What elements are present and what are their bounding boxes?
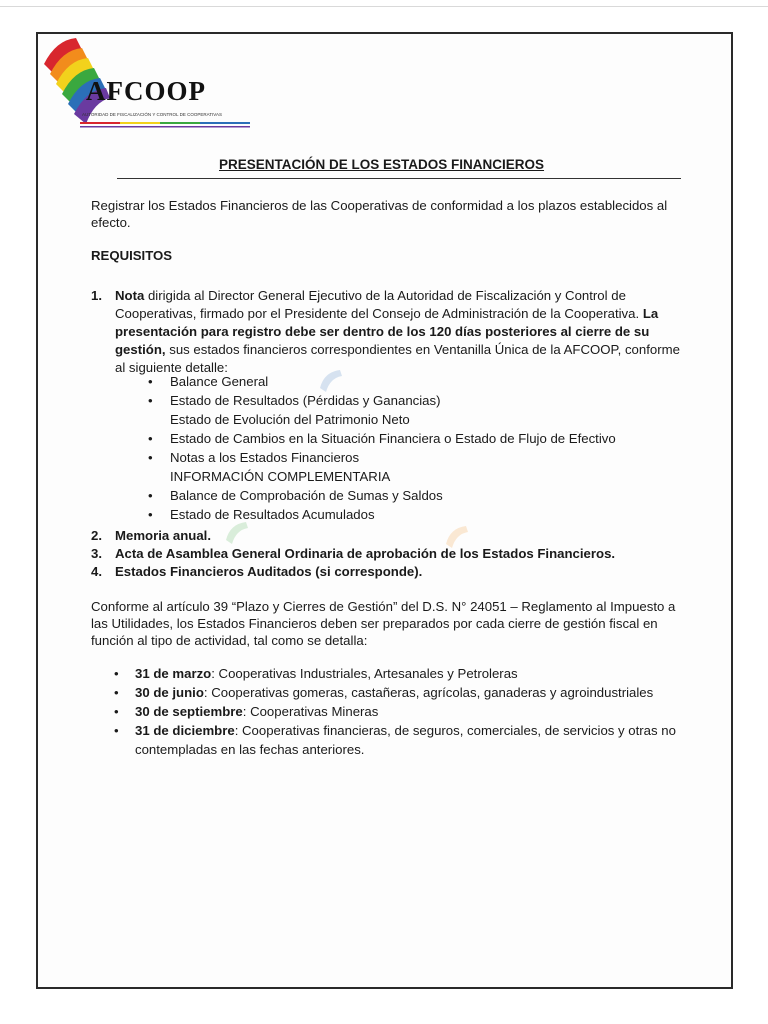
list-item: • Balance General xyxy=(148,374,269,389)
item-rest: sus estados financieros correspondientes en Ventanilla Única de la AFCOOP, conforme al siguiente detalle: xyxy=(115,342,680,375)
brand-tagline: AUTORIDAD DE FISCALIZACIÓN Y CONTROL DE COOPERATIVAS xyxy=(82,112,222,117)
watermark-logo-icon xyxy=(224,520,250,546)
item-bold-sentence: La presentación para registro debe ser dentro de los 120 días posteriores al cierre de su gestión, xyxy=(115,306,659,357)
item-number: 1. xyxy=(91,288,102,303)
numbered-requirements xyxy=(91,527,615,581)
list-item: • Estado de Resultados Acumulados xyxy=(148,507,375,522)
title-rule xyxy=(117,178,681,179)
list-item: 2. Memoria anual. xyxy=(91,528,212,543)
document-title: PRESENTACIÓN DE LOS ESTADOS FINANCIEROS xyxy=(219,157,545,172)
item-text: dirigida al Director General Ejecutivo de la Autoridad de Fiscalización y Control de Cooperativas, firmado por el Presidente del Consejo de Administración de la Cooperativa. xyxy=(115,288,640,321)
list-item: • Estado de Cambios en la Situación Financiera o Estado de Flujo de Efectivo xyxy=(148,431,616,446)
closing-dates-list xyxy=(114,664,694,759)
brand-name: AFCOOP xyxy=(86,76,206,106)
financial-statements-list xyxy=(148,372,616,524)
list-item: INFORMACIÓN COMPLEMENTARIA xyxy=(170,469,391,484)
list-item: • Balance de Comprobación de Sumas y Saldos xyxy=(148,488,443,503)
list-item: 3. Acta de Asamblea General Ordinaria de aprobación de los Estados Financieros. xyxy=(91,546,616,561)
afcoop-logo xyxy=(42,36,262,131)
list-item: • 31 de diciembre: Cooperativas financieras, de seguros, comerciales, de servicios y otras no contempladas en las fechas anteriores. xyxy=(114,723,676,757)
regulation-paragraph: Conforme al artículo 39 “Plazo y Cierres de Gestión” del D.S. N° 24051 – Reglamento al Impuesto a las Utilidades, los Estados Financieros deben ser preparados por cada cierre de gestión fiscal en función al tipo de actividad, tal como se detalla: xyxy=(91,599,676,648)
requirement-item-1 xyxy=(91,287,691,377)
watermark-logo-icon xyxy=(318,368,344,394)
list-item: Estado de Evolución del Patrimonio Neto xyxy=(170,412,410,427)
item-lead: Nota xyxy=(115,288,145,303)
list-item: • 31 de marzo: Cooperativas Industriales, Artesanales y Petroleras xyxy=(114,666,518,681)
list-item: • 30 de septiembre: Cooperativas Mineras xyxy=(114,704,379,719)
intro-paragraph: Registrar los Estados Financieros de las Cooperativas de conformidad a los plazos establecidos al efecto. xyxy=(91,198,668,230)
requirements-heading: REQUISITOS xyxy=(91,248,173,263)
list-item: • Estado de Resultados (Pérdidas y Ganancias) xyxy=(148,393,441,408)
watermark-logo-icon xyxy=(444,524,470,550)
list-item: • 30 de junio: Cooperativas gomeras, castañeras, agrícolas, ganaderas y agroindustriales xyxy=(114,685,654,700)
scan-top-edge xyxy=(0,6,768,7)
list-item: • Notas a los Estados Financieros xyxy=(148,450,360,465)
list-item: 4. Estados Financieros Auditados (si corresponde). xyxy=(91,564,423,579)
